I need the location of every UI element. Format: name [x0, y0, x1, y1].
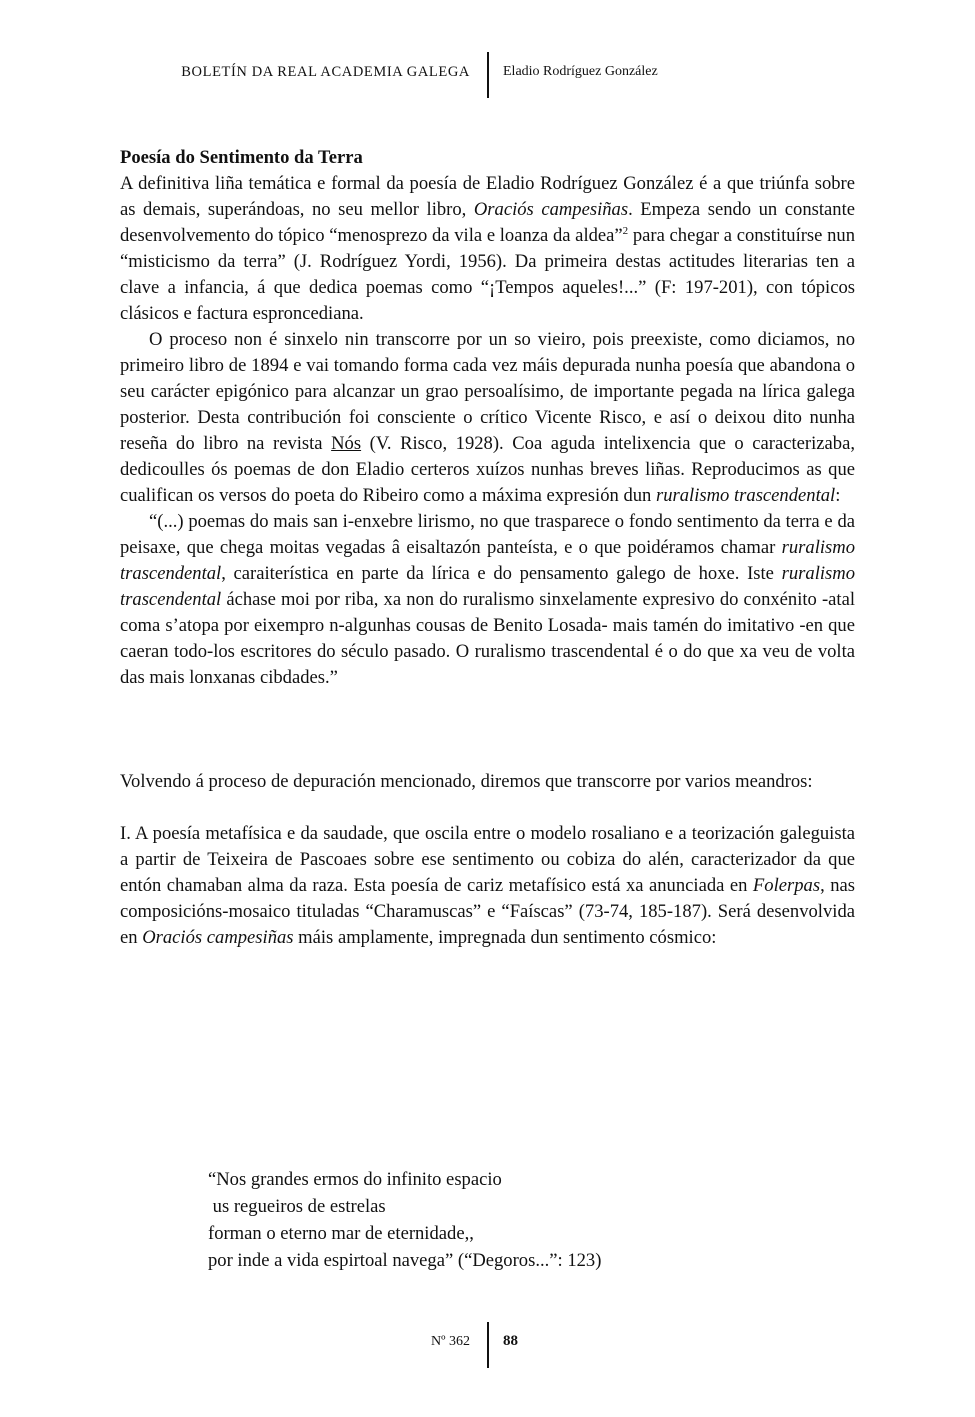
text-span: I. A poesía metafísica e da saudade, que oscila entre o modelo rosaliano e a teorización galeguista a partir de Teixeira de Pascoaes sobre ese sentimento ou cobiza do alén, caracterizador da que entón chamaban alma da raza. Esta poesía de cariz metafísico está xa anunciada en [120, 823, 855, 896]
term: ruralismo trascendental [120, 563, 855, 610]
running-header [0, 52, 975, 98]
text-span: , nas composicións-mosaico tituladas “Charamuscas” e “Faíscas” (73-74, 185-187). Será desenvolvida en [120, 875, 855, 948]
text-span: para chegar a constituírse nun “misticismo da terra” (J. Rodríguez Yordi, 1956). Da primeira destas actitudes literarias ten a clave a infancia, á que dedica poemas como “¡Tempos aqueles!...” (F: 197-201), con tópicos clásicos e factura esproncediana. [120, 225, 855, 324]
book-title: Oraciós campesiñas [142, 927, 294, 948]
spacer [120, 691, 855, 769]
text-span: O proceso non é sinxelo nin transcorre por un so vieiro, pois preexiste, como diciamos, no primeiro libro de 1894 e vai tomando forma cada vez máis depurada nunha poesía que abandona o seu carácter epigónico para alcanzar un grao persoalísimo, de importante pegada na lírica galega posterior. Desta contribución foi consciente o crítico Vicente Risco, e así o deixou dito nunha reseña do libro na revista [120, 329, 855, 454]
poem-excerpt [208, 1166, 601, 1274]
running-footer [0, 1322, 975, 1368]
text-span: : [835, 485, 841, 506]
journal-name: Nós [331, 433, 362, 454]
paragraph-3: Volvendo á proceso de depuración mencionado, diremos que transcorre por varios meandros: [120, 771, 813, 792]
paragraph-4 [120, 821, 855, 951]
poem-line: forman o eterno mar de eternidade,, [208, 1223, 474, 1244]
paragraph-2 [120, 327, 855, 509]
poem-line: “Nos grandes ermos do infinito espacio [208, 1169, 502, 1190]
paragraph-1 [120, 171, 855, 327]
text-span: máis amplamente, impregnada dun sentimento cósmico: [293, 927, 717, 948]
poem-line: us regueiros de estrelas [208, 1196, 386, 1217]
header-divider [487, 52, 489, 98]
book-title: Oraciós campesiñas [473, 199, 629, 220]
term: ruralismo trascendental [120, 537, 855, 584]
footer-divider [487, 1322, 489, 1368]
term: ruralismo trascendental [655, 485, 836, 506]
footnote-ref[interactable]: 2 [622, 225, 629, 237]
book-title: Folerpas [752, 875, 821, 896]
page-number: 88 [503, 1333, 518, 1349]
spacer [120, 795, 855, 821]
text-span: (V. Risco, 1928). Coa aguda intelixencia que o caracterizaba, dedicoulles ós poemas de don Eladio certeros xuízos nunhas breves liñas. Reproducimos as que cualifican os versos do poeta do Ribeiro como a máxima expresión dun [120, 433, 855, 506]
issue-number: Nº 362 [431, 1334, 470, 1349]
section-title: Poesía do Sentimento da Terra [120, 147, 363, 168]
text-span: áchase moi por riba, xa non do ruralismo sinxelamente expresivo do conxénito -atal coma s’atopa por eixempro n-algunhas cousas de Benito Losada- mais tamén do imitativo -en que caeran todo-los escritores do século pasado. O ruralismo trascendental é o do que xa veu de volta das mais lonxanas cibdades.” [120, 589, 855, 688]
text-span: “(...) poemas do mais san i-enxebre lirismo, no que trasparece o fondo sentimento da terra e da peisaxe, que chega moitas vegadas â eisaltazón panteísta, e o que poidéramos chamar [120, 511, 855, 558]
journal-title: BOLETÍN DA REAL ACADEMIA GALEGA [181, 64, 470, 80]
article-author: Eladio Rodríguez González [503, 64, 658, 79]
text-span: , caraiterística en parte da lírica e do pensamento galego de hoxe. Iste [221, 563, 782, 584]
article-body [120, 145, 855, 951]
block-quote [120, 509, 855, 691]
text-span: . Empeza sendo un constante desenvolvemento do tópico “menosprezo da vila e loanza da aldea” [120, 199, 855, 246]
poem-line: por inde a vida espirtoal navega” (“Degoros...”: 123) [208, 1250, 602, 1271]
text-span: A definitiva liña temática e formal da poesía de Eladio Rodríguez González é a que triúnfa sobre as demais, superándoas, no seu mellor libro, [120, 173, 855, 220]
